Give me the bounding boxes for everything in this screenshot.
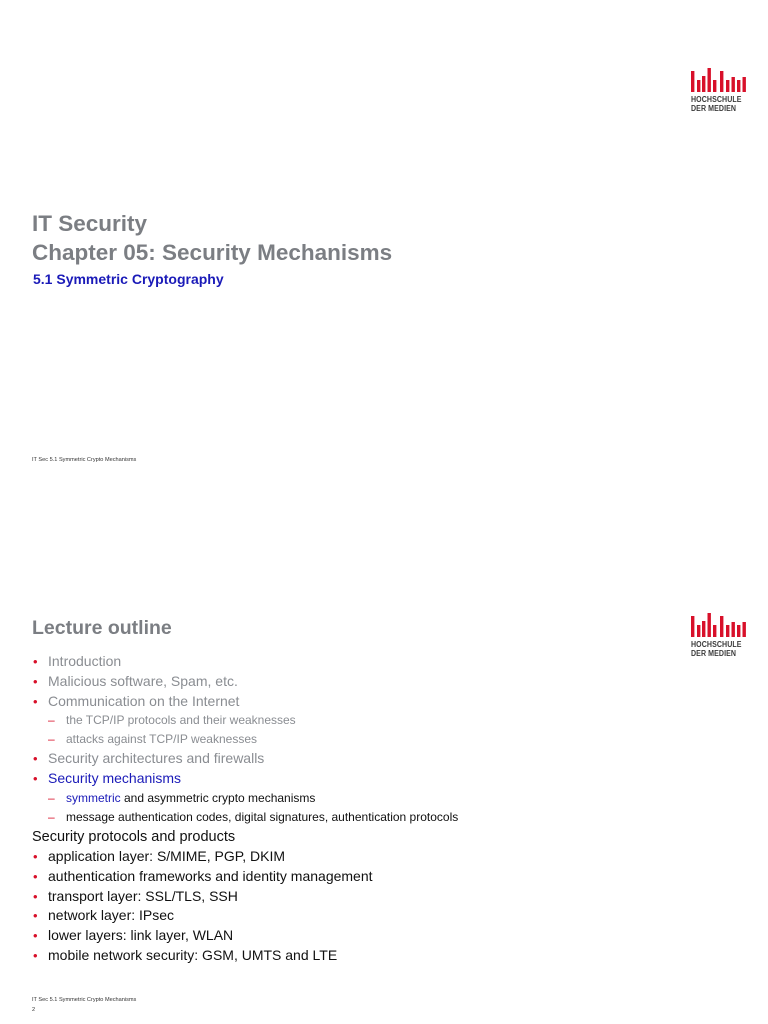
dash-icon: –	[48, 809, 55, 824]
outline-slide	[0, 512, 768, 1024]
dash-icon: –	[48, 713, 55, 728]
bullet-icon: •	[33, 908, 38, 924]
bullet-icon: •	[33, 928, 38, 944]
bullet-icon: •	[33, 751, 38, 767]
hdm-bars-logo-icon	[691, 68, 751, 92]
item-text: message authentication codes, digital signatures, authentication protocols	[66, 809, 459, 824]
title-line-2: Chapter 05: Security Mechanisms	[32, 240, 393, 265]
item-text: attacks against TCP/IP weaknesses	[66, 732, 257, 747]
item-text: authentication frameworks and identity management	[48, 867, 373, 884]
bullet-icon: •	[33, 868, 38, 884]
logo-text-line2: DER MEDIEN	[691, 648, 737, 658]
item-text: lower layers: link layer, WLAN	[48, 927, 234, 944]
list-item	[32, 906, 732, 926]
page-number: 2	[32, 1007, 36, 1013]
list-item-current	[32, 769, 732, 789]
hdm-logo	[691, 68, 751, 113]
outline-list	[32, 652, 732, 966]
item-text: Communication on the Internet	[48, 692, 240, 709]
logo-text-line1: HOCHSCHULE	[691, 639, 742, 649]
sub-list-item	[32, 711, 732, 730]
item-text-highlighted: Security mechanisms	[48, 770, 182, 787]
section-heading: Security protocols and products	[32, 828, 236, 845]
slide-footer: IT Sec 5.1 Symmetric Crypto Mechanisms	[32, 457, 137, 463]
item-text: and asymmetric crypto mechanisms	[120, 790, 316, 805]
sub-list-item	[32, 808, 732, 827]
logo-text-line2: DER MEDIEN	[691, 103, 737, 113]
slide-footer: IT Sec 5.1 Symmetric Crypto Mechanisms	[32, 997, 137, 1003]
item-text: Security architectures and firewalls	[48, 750, 265, 767]
item-text: transport layer: SSL/TLS, SSH	[48, 887, 238, 904]
list-item	[32, 652, 732, 672]
bullet-icon: •	[33, 848, 38, 864]
list-item	[32, 867, 732, 887]
list-item	[32, 847, 732, 867]
bullet-icon: •	[33, 654, 38, 669]
list-item	[32, 749, 732, 769]
hdm-bars-logo-icon	[691, 613, 751, 637]
item-text: mobile network security: GSM, UMTS and LTE	[48, 946, 338, 963]
list-item	[32, 672, 732, 692]
dash-icon: –	[48, 790, 55, 805]
bullet-icon: •	[33, 673, 38, 689]
sub-list-item	[32, 789, 732, 808]
list-item	[32, 692, 732, 712]
slide-subtitle: 5.1 Symmetric Cryptography	[33, 271, 224, 287]
item-text: the TCP/IP protocols and their weaknesses	[66, 713, 296, 728]
title-line-1: IT Security	[32, 211, 148, 236]
list-item	[32, 946, 732, 966]
item-text: application layer: S/MIME, PGP, DKIM	[48, 847, 286, 864]
item-text-highlighted: symmetric	[66, 790, 121, 805]
bullet-icon: •	[33, 693, 38, 709]
item-text: Malicious software, Spam, etc.	[48, 672, 238, 689]
dash-icon: –	[48, 732, 55, 747]
item-text: Introduction	[48, 653, 122, 669]
item-text: network layer: IPsec	[48, 907, 175, 924]
bullet-icon: •	[33, 888, 38, 904]
bullet-icon: •	[33, 771, 38, 787]
list-item	[32, 926, 732, 946]
sub-list-item	[32, 730, 732, 749]
list-item	[32, 887, 732, 907]
slide-title: Lecture outline	[32, 617, 172, 639]
slide-title	[32, 209, 392, 267]
bullet-icon: •	[33, 947, 38, 963]
logo-text-line1: HOCHSCHULE	[691, 94, 742, 104]
